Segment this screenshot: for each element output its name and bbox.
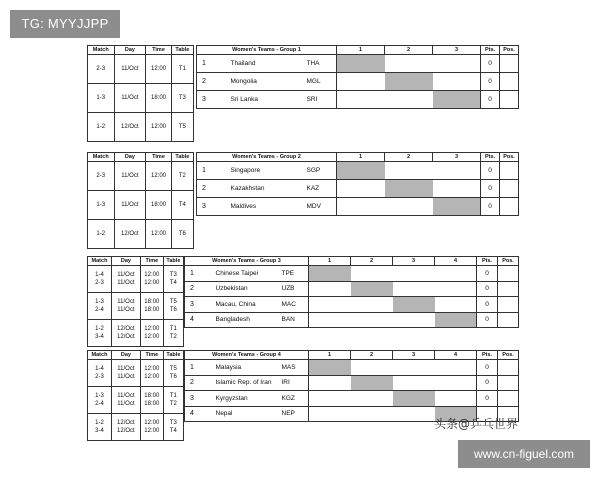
schedule-header-time: Time — [140, 351, 163, 360]
self-match-cell — [433, 91, 481, 109]
result-column-header: 4 — [435, 257, 477, 266]
points-header: Pts. — [481, 153, 500, 162]
result-cell — [337, 180, 385, 198]
schedule-time: 12:00 — [146, 113, 171, 142]
group-title: Women's Teams - Group 3 — [185, 257, 309, 266]
team-name: Mongolia — [221, 73, 307, 91]
team-number: 3 — [197, 91, 221, 109]
result-cell — [351, 297, 393, 313]
result-cell — [393, 281, 435, 297]
team-number: 2 — [185, 375, 206, 391]
schedule-row — [88, 266, 184, 293]
team-points: 0 — [481, 162, 500, 180]
team-number: 1 — [197, 55, 221, 73]
team-points: 0 — [477, 266, 498, 282]
schedule-day: 11/Oct 11/Oct — [112, 266, 141, 293]
result-cell — [435, 375, 477, 391]
group-title: Women's Teams - Group 1 — [197, 46, 337, 55]
schedule-day: 12/Oct — [114, 220, 146, 249]
schedule-day: 11/Oct — [114, 162, 146, 191]
team-row — [185, 297, 519, 313]
schedule-table: T5 T6 — [163, 360, 183, 387]
group-table-1 — [196, 45, 519, 109]
self-match-cell — [393, 391, 435, 407]
result-cell — [393, 375, 435, 391]
schedule-header-day: Day — [114, 153, 146, 162]
result-cell — [337, 198, 385, 216]
schedule-table: T1 T2 — [163, 387, 183, 414]
result-cell — [433, 162, 481, 180]
group-table-2 — [196, 152, 519, 216]
schedule-row — [88, 55, 194, 84]
result-cell — [351, 360, 393, 376]
schedule-day: 11/Oct — [114, 191, 146, 220]
team-row — [197, 91, 519, 109]
schedule-table-group-1 — [87, 45, 194, 142]
team-points: 0 — [477, 297, 498, 313]
schedule-header-day: Day — [112, 257, 141, 266]
schedule-time: 12:00 — [146, 162, 171, 191]
position-header: Pos. — [498, 351, 519, 360]
result-column-header: 2 — [385, 153, 433, 162]
schedule-header-match: Match — [88, 46, 115, 55]
schedule-table: T5 T6 — [163, 293, 183, 320]
points-header: Pts. — [481, 46, 500, 55]
schedule-match: 1-2 3-4 — [88, 320, 112, 347]
team-points: 0 — [477, 391, 498, 407]
result-column-header: 3 — [433, 46, 481, 55]
schedule-table-group-4 — [87, 350, 184, 441]
result-cell — [309, 281, 351, 297]
result-cell — [351, 312, 393, 328]
team-code: KAZ — [307, 180, 337, 198]
team-points: 0 — [481, 91, 500, 109]
result-cell — [385, 162, 433, 180]
result-cell — [435, 281, 477, 297]
schedule-table-group-2 — [87, 152, 194, 249]
team-position — [498, 312, 519, 328]
watermark-top: TG: MYYJJPP — [10, 10, 120, 38]
self-match-cell — [385, 180, 433, 198]
watermark-overlay: 头条@乒乓世界 — [434, 417, 519, 431]
schedule-day: 11/Oct 11/Oct — [112, 293, 141, 320]
team-row — [197, 162, 519, 180]
result-cell — [351, 391, 393, 407]
schedule-time: 12:00 12:00 — [140, 414, 163, 441]
result-cell — [351, 266, 393, 282]
result-cell — [393, 360, 435, 376]
team-code: MAS — [282, 360, 309, 376]
result-cell — [309, 297, 351, 313]
team-number: 1 — [197, 162, 221, 180]
schedule-row — [88, 414, 184, 441]
schedule-row — [88, 162, 194, 191]
schedule-time: 18:00 18:00 — [140, 387, 163, 414]
schedule-day: 11/Oct — [114, 84, 146, 113]
self-match-cell — [309, 360, 351, 376]
team-position — [500, 55, 519, 73]
schedule-day: 11/Oct 11/Oct — [112, 360, 141, 387]
result-cell — [337, 73, 385, 91]
self-match-cell — [337, 162, 385, 180]
points-header: Pts. — [477, 257, 498, 266]
team-code: THA — [307, 55, 337, 73]
result-cell — [385, 55, 433, 73]
schedule-table: T6 — [171, 220, 193, 249]
result-column-header: 1 — [337, 46, 385, 55]
result-column-header: 1 — [309, 257, 351, 266]
team-row — [185, 281, 519, 297]
team-code: NEP — [282, 406, 309, 422]
schedule-table: T5 — [171, 113, 193, 142]
result-cell — [385, 198, 433, 216]
team-code: SGP — [307, 162, 337, 180]
team-name: Thailand — [221, 55, 307, 73]
team-name: Kazakhstan — [221, 180, 307, 198]
team-number: 1 — [185, 266, 206, 282]
team-position — [500, 180, 519, 198]
schedule-table: T4 — [171, 191, 193, 220]
group-title: Women's Teams - Group 4 — [185, 351, 309, 360]
team-points: 0 — [481, 198, 500, 216]
self-match-cell — [351, 375, 393, 391]
schedule-day: 11/Oct — [114, 55, 146, 84]
result-cell — [393, 312, 435, 328]
schedule-match: 1-3 — [88, 191, 115, 220]
team-name: Nepal — [206, 406, 282, 422]
result-cell — [309, 375, 351, 391]
group-table-3 — [184, 256, 519, 328]
schedule-table: T3 — [171, 84, 193, 113]
team-name: Singapore — [221, 162, 307, 180]
result-column-header: 4 — [435, 351, 477, 360]
schedule-header-table: Table — [171, 153, 193, 162]
self-match-cell — [433, 198, 481, 216]
schedule-table: T1 — [171, 55, 193, 84]
result-cell — [351, 406, 393, 422]
group-title: Women's Teams - Group 2 — [197, 153, 337, 162]
schedule-header-table: Table — [163, 257, 183, 266]
team-code: SRI — [307, 91, 337, 109]
schedule-table-group-3 — [87, 256, 184, 347]
schedule-match: 1-2 — [88, 220, 115, 249]
schedule-day: 12/Oct 12/Oct — [112, 414, 141, 441]
schedule-row — [88, 320, 184, 347]
schedule-header-match: Match — [88, 351, 112, 360]
team-number: 2 — [185, 281, 206, 297]
schedule-time: 12:00 — [146, 55, 171, 84]
team-code: BAN — [282, 312, 309, 328]
team-points: 0 — [477, 360, 498, 376]
position-header: Pos. — [500, 46, 519, 55]
team-row — [185, 391, 519, 407]
team-number: 3 — [185, 391, 206, 407]
team-row — [185, 266, 519, 282]
team-number: 2 — [197, 73, 221, 91]
team-row — [185, 375, 519, 391]
team-code: MDV — [307, 198, 337, 216]
schedule-row — [88, 84, 194, 113]
team-points: 0 — [477, 375, 498, 391]
team-position — [500, 198, 519, 216]
result-cell — [309, 312, 351, 328]
schedule-match: 2-3 — [88, 55, 115, 84]
schedule-header-match: Match — [88, 153, 115, 162]
schedule-time: 18:00 — [146, 84, 171, 113]
schedule-match: 1-4 2-3 — [88, 360, 112, 387]
team-position — [498, 360, 519, 376]
team-name: Chinese Taipei — [206, 266, 282, 282]
schedule-row — [88, 387, 184, 414]
result-cell — [393, 406, 435, 422]
team-position — [498, 375, 519, 391]
team-name: Kyrgyzstan — [206, 391, 282, 407]
schedule-day: 11/Oct 11/Oct — [112, 387, 141, 414]
schedule-day: 12/Oct 12/Oct — [112, 320, 141, 347]
schedule-row — [88, 113, 194, 142]
schedule-header-match: Match — [88, 257, 112, 266]
result-cell — [435, 360, 477, 376]
schedule-match: 1-3 2-4 — [88, 293, 112, 320]
team-name: Maldives — [221, 198, 307, 216]
result-cell — [393, 266, 435, 282]
team-position — [498, 281, 519, 297]
team-position — [500, 73, 519, 91]
schedule-row — [88, 191, 194, 220]
team-row — [197, 198, 519, 216]
result-column-header: 2 — [351, 351, 393, 360]
team-code: IRI — [282, 375, 309, 391]
schedule-table: T1 T2 — [163, 320, 183, 347]
team-name: Islamic Rep. of Iran — [206, 375, 282, 391]
schedule-row — [88, 293, 184, 320]
position-header: Pos. — [500, 153, 519, 162]
schedule-header-table: Table — [171, 46, 193, 55]
schedule-match: 1-3 2-4 — [88, 387, 112, 414]
team-points: 0 — [477, 281, 498, 297]
schedule-match: 1-2 3-4 — [88, 414, 112, 441]
team-points: 0 — [481, 180, 500, 198]
team-name: Malaysia — [206, 360, 282, 376]
team-name: Sri Lanka — [221, 91, 307, 109]
result-cell — [309, 391, 351, 407]
team-code: TPE — [282, 266, 309, 282]
self-match-cell — [337, 55, 385, 73]
team-number: 4 — [185, 312, 206, 328]
team-row — [197, 180, 519, 198]
self-match-cell — [385, 73, 433, 91]
self-match-cell — [393, 297, 435, 313]
team-code: UZB — [282, 281, 309, 297]
team-number: 2 — [197, 180, 221, 198]
team-code: KGZ — [282, 391, 309, 407]
result-cell — [435, 266, 477, 282]
result-column-header: 3 — [433, 153, 481, 162]
schedule-time: 18:00 18:00 — [140, 293, 163, 320]
team-position — [498, 266, 519, 282]
result-column-header: 3 — [393, 351, 435, 360]
self-match-cell — [309, 266, 351, 282]
schedule-header-day: Day — [112, 351, 141, 360]
team-name: Bangladesh — [206, 312, 282, 328]
schedule-time: 12:00 12:00 — [140, 266, 163, 293]
team-points: 0 — [481, 73, 500, 91]
team-number: 1 — [185, 360, 206, 376]
result-column-header: 3 — [393, 257, 435, 266]
schedule-day: 12/Oct — [114, 113, 146, 142]
team-code: MAC — [282, 297, 309, 313]
team-row — [185, 312, 519, 328]
schedule-match: 1-3 — [88, 84, 115, 113]
position-header: Pos. — [498, 257, 519, 266]
team-row — [197, 73, 519, 91]
schedule-row — [88, 220, 194, 249]
watermark-bottom: www.cn-figuel.com — [458, 440, 590, 468]
schedule-time: 12:00 12:00 — [140, 360, 163, 387]
schedule-time: 12:00 12:00 — [140, 320, 163, 347]
schedule-time: 12:00 — [146, 220, 171, 249]
schedule-row — [88, 360, 184, 387]
result-column-header: 2 — [351, 257, 393, 266]
result-cell — [435, 297, 477, 313]
team-position — [498, 297, 519, 313]
team-name: Macau, China — [206, 297, 282, 313]
team-row — [185, 360, 519, 376]
team-position — [500, 162, 519, 180]
schedule-header-table: Table — [163, 351, 183, 360]
team-number: 3 — [197, 198, 221, 216]
result-cell — [337, 91, 385, 109]
self-match-cell — [351, 281, 393, 297]
team-row — [197, 55, 519, 73]
schedule-match: 1-2 — [88, 113, 115, 142]
result-cell — [433, 55, 481, 73]
schedule-table: T3 T4 — [163, 414, 183, 441]
result-column-header: 1 — [337, 153, 385, 162]
result-cell — [435, 391, 477, 407]
result-column-header: 1 — [309, 351, 351, 360]
result-cell — [385, 91, 433, 109]
points-header: Pts. — [477, 351, 498, 360]
team-position — [500, 91, 519, 109]
schedule-header-time: Time — [146, 153, 171, 162]
self-match-cell — [435, 312, 477, 328]
team-points: 0 — [477, 312, 498, 328]
schedule-match: 2-3 — [88, 162, 115, 191]
schedule-match: 1-4 2-3 — [88, 266, 112, 293]
schedule-header-time: Time — [140, 257, 163, 266]
group-table-4 — [184, 350, 519, 422]
schedule-time: 18:00 — [146, 191, 171, 220]
schedule-header-time: Time — [146, 46, 171, 55]
team-code: MGL — [307, 73, 337, 91]
result-cell — [433, 180, 481, 198]
result-cell — [309, 406, 351, 422]
team-number: 4 — [185, 406, 206, 422]
team-number: 3 — [185, 297, 206, 313]
result-column-header: 2 — [385, 46, 433, 55]
team-name: Uzbekistan — [206, 281, 282, 297]
team-position — [498, 391, 519, 407]
result-cell — [433, 73, 481, 91]
team-points: 0 — [481, 55, 500, 73]
schedule-header-day: Day — [114, 46, 146, 55]
schedule-table: T3 T4 — [163, 266, 183, 293]
schedule-table: T2 — [171, 162, 193, 191]
